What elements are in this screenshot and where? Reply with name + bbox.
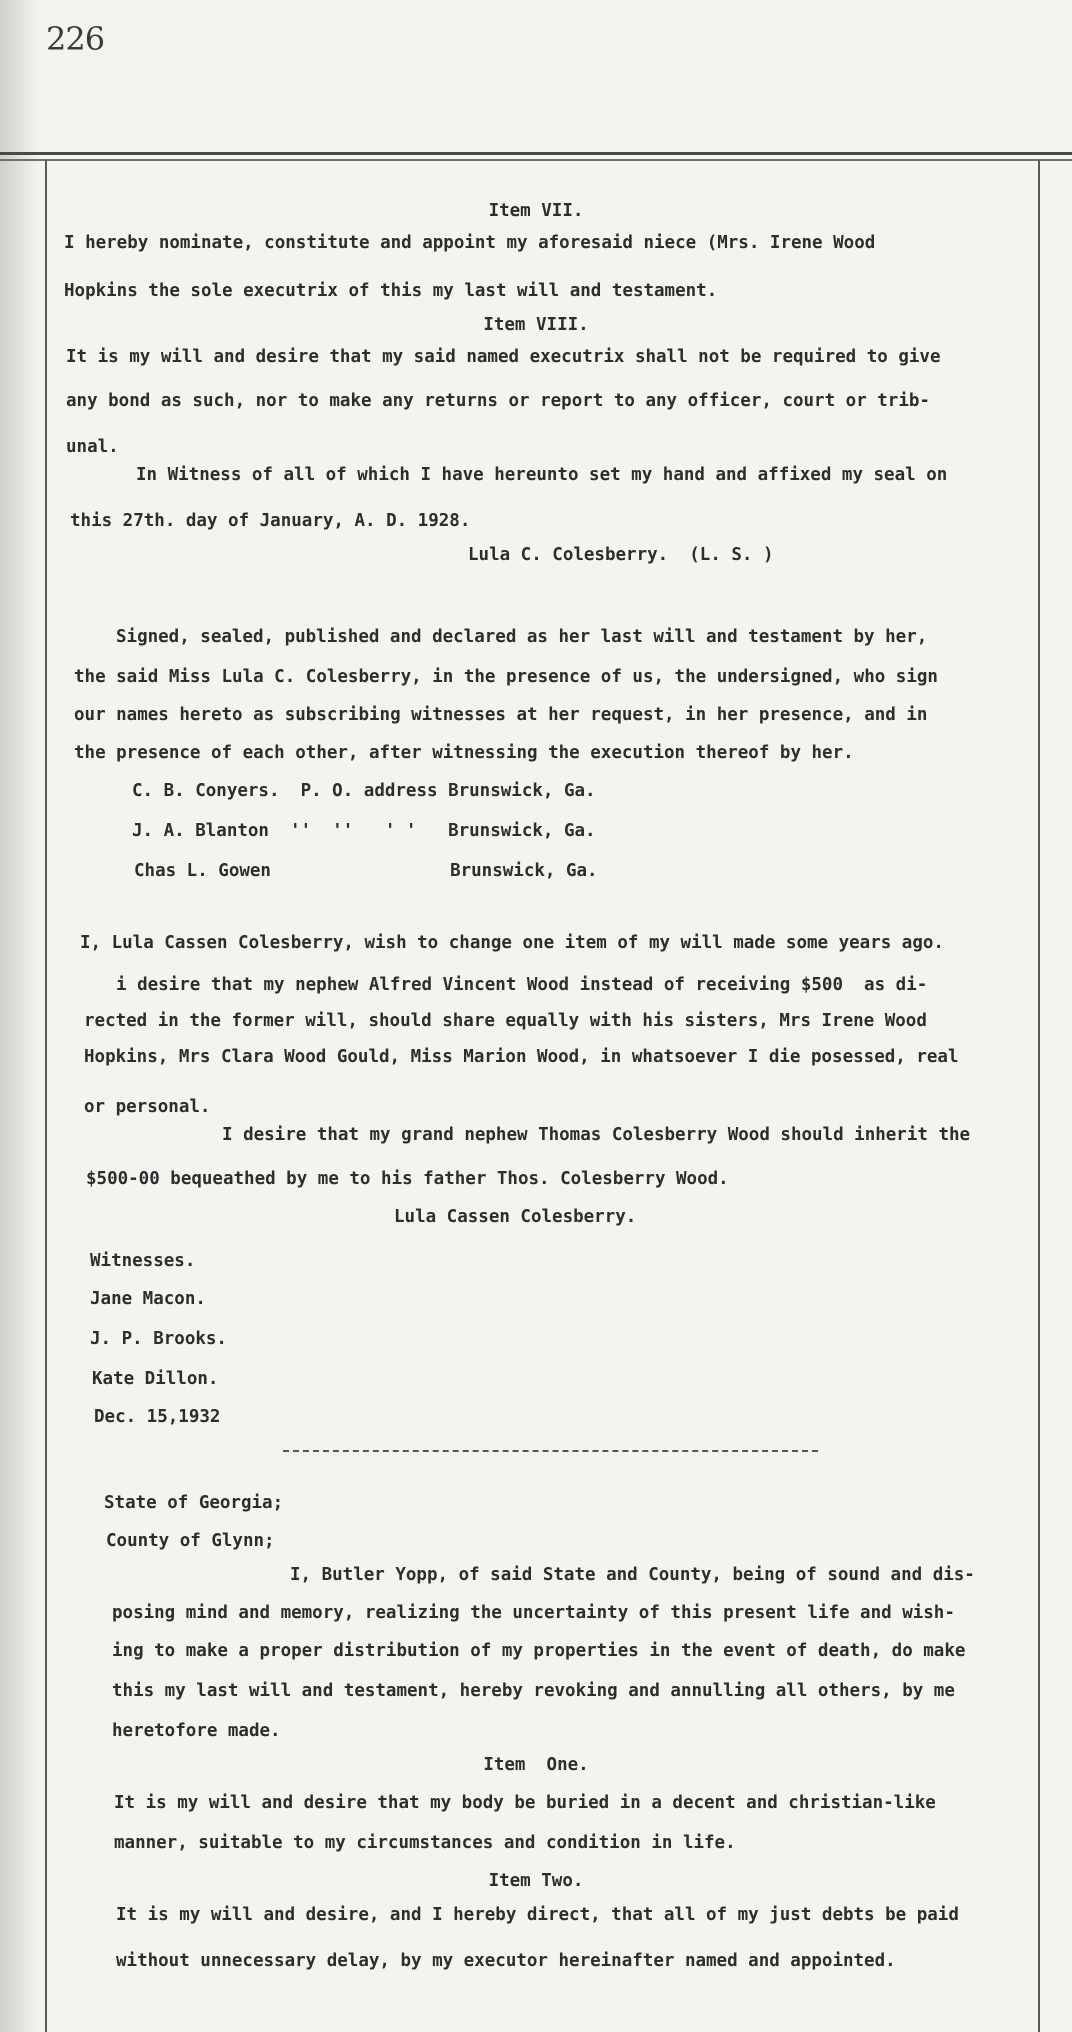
preamble-line: ing to make a proper distribution of my properties in the event of death, do make bbox=[112, 1641, 966, 1661]
top-rule bbox=[0, 152, 1072, 155]
codicil-line: $500-00 bequeathed by me to his father Thos. Colesberry Wood. bbox=[86, 1169, 729, 1189]
codicil-date: Dec. 15,1932 bbox=[94, 1407, 221, 1427]
codicil-witness: Jane Macon. bbox=[90, 1289, 206, 1309]
item-eight-line: unal. bbox=[66, 437, 119, 457]
item-seven-line: Hopkins the sole executrix of this my last will and testament. bbox=[64, 281, 718, 301]
codicil-line: or personal. bbox=[84, 1097, 211, 1117]
item-one-heading: Item One. bbox=[483, 1755, 589, 1775]
witness-clause-line: In Witness of all of which I have hereunto set my hand and affixed my seal on bbox=[136, 465, 948, 485]
right-margin-line bbox=[1038, 160, 1040, 2032]
witness-entry: J. A. Blanton '' '' ' ' Brunswick, Ga. bbox=[132, 821, 596, 841]
preamble-line: heretofore made. bbox=[112, 1721, 281, 1741]
item-two-line: It is my will and desire, and I hereby direct, that all of my just debts be paid bbox=[116, 1905, 959, 1925]
testator-signature: Lula C. Colesberry. (L. S. ) bbox=[468, 545, 774, 565]
page-number: 226 bbox=[46, 20, 105, 58]
attestation-line: the said Miss Lula C. Colesberry, in the presence of us, the undersigned, who sign bbox=[74, 667, 938, 687]
item-eight-line: It is my will and desire that my said named executrix shall not be required to give bbox=[66, 347, 941, 367]
attestation-line: the presence of each other, after witnessing the execution thereof by her. bbox=[74, 743, 854, 763]
county-line: County of Glynn; bbox=[106, 1531, 275, 1551]
item-seven-line: I hereby nominate, constitute and appoint my aforesaid niece (Mrs. Irene Wood bbox=[64, 233, 876, 253]
codicil-witness: J. P. Brooks. bbox=[90, 1329, 227, 1349]
codicil-signature: Lula Cassen Colesberry. bbox=[394, 1207, 637, 1227]
preamble-line: posing mind and memory, realizing the uncertainty of this present life and wish- bbox=[112, 1603, 955, 1623]
codicil-line: i desire that my nephew Alfred Vincent Wood instead of receiving $500 as di- bbox=[116, 975, 928, 995]
codicil-line: rected in the former will, should share equally with his sisters, Mrs Irene Wood bbox=[84, 1011, 927, 1031]
state-line: State of Georgia; bbox=[104, 1493, 284, 1513]
item-one-line: manner, suitable to my circumstances and condition in life. bbox=[114, 1833, 736, 1853]
section-divider bbox=[283, 1450, 818, 1452]
left-margin-line bbox=[45, 160, 47, 2032]
top-rule-secondary bbox=[0, 159, 1072, 161]
item-seven-heading: Item VII. bbox=[488, 201, 584, 221]
item-two-line: without unnecessary delay, by my executor hereinafter named and appointed. bbox=[116, 1951, 896, 1971]
codicil-line: I, Lula Cassen Colesberry, wish to change one item of my will made some years ago. bbox=[80, 933, 944, 953]
witness-entry: Chas L. Gowen Brunswick, Ga. bbox=[134, 861, 598, 881]
attestation-line: Signed, sealed, published and declared as her last will and testament by her, bbox=[116, 627, 928, 647]
item-two-heading: Item Two. bbox=[488, 1871, 584, 1891]
item-eight-heading: Item VIII. bbox=[483, 315, 589, 335]
codicil-witness: Kate Dillon. bbox=[92, 1369, 219, 1389]
scan-edge-shading bbox=[0, 0, 40, 2032]
codicil-line: Hopkins, Mrs Clara Wood Gould, Miss Marion Wood, in whatsoever I die posessed, real bbox=[84, 1047, 959, 1067]
codicil-line: I desire that my grand nephew Thomas Colesberry Wood should inherit the bbox=[222, 1125, 971, 1145]
witness-clause-line: this 27th. day of January, A. D. 1928. bbox=[70, 511, 471, 531]
witness-entry: C. B. Conyers. P. O. address Brunswick, Ga. bbox=[132, 781, 596, 801]
item-eight-line: any bond as such, nor to make any returns or report to any officer, court or trib- bbox=[66, 391, 930, 411]
preamble-line: I, Butler Yopp, of said State and County, being of sound and dis- bbox=[290, 1565, 975, 1585]
item-one-line: It is my will and desire that my body be buried in a decent and christian-like bbox=[114, 1793, 936, 1813]
preamble-line: this my last will and testament, hereby revoking and annulling all others, by me bbox=[112, 1681, 955, 1701]
codicil-witnesses-heading: Witnesses. bbox=[90, 1251, 196, 1271]
attestation-line: our names hereto as subscribing witnesses at her request, in her presence, and in bbox=[74, 705, 928, 725]
